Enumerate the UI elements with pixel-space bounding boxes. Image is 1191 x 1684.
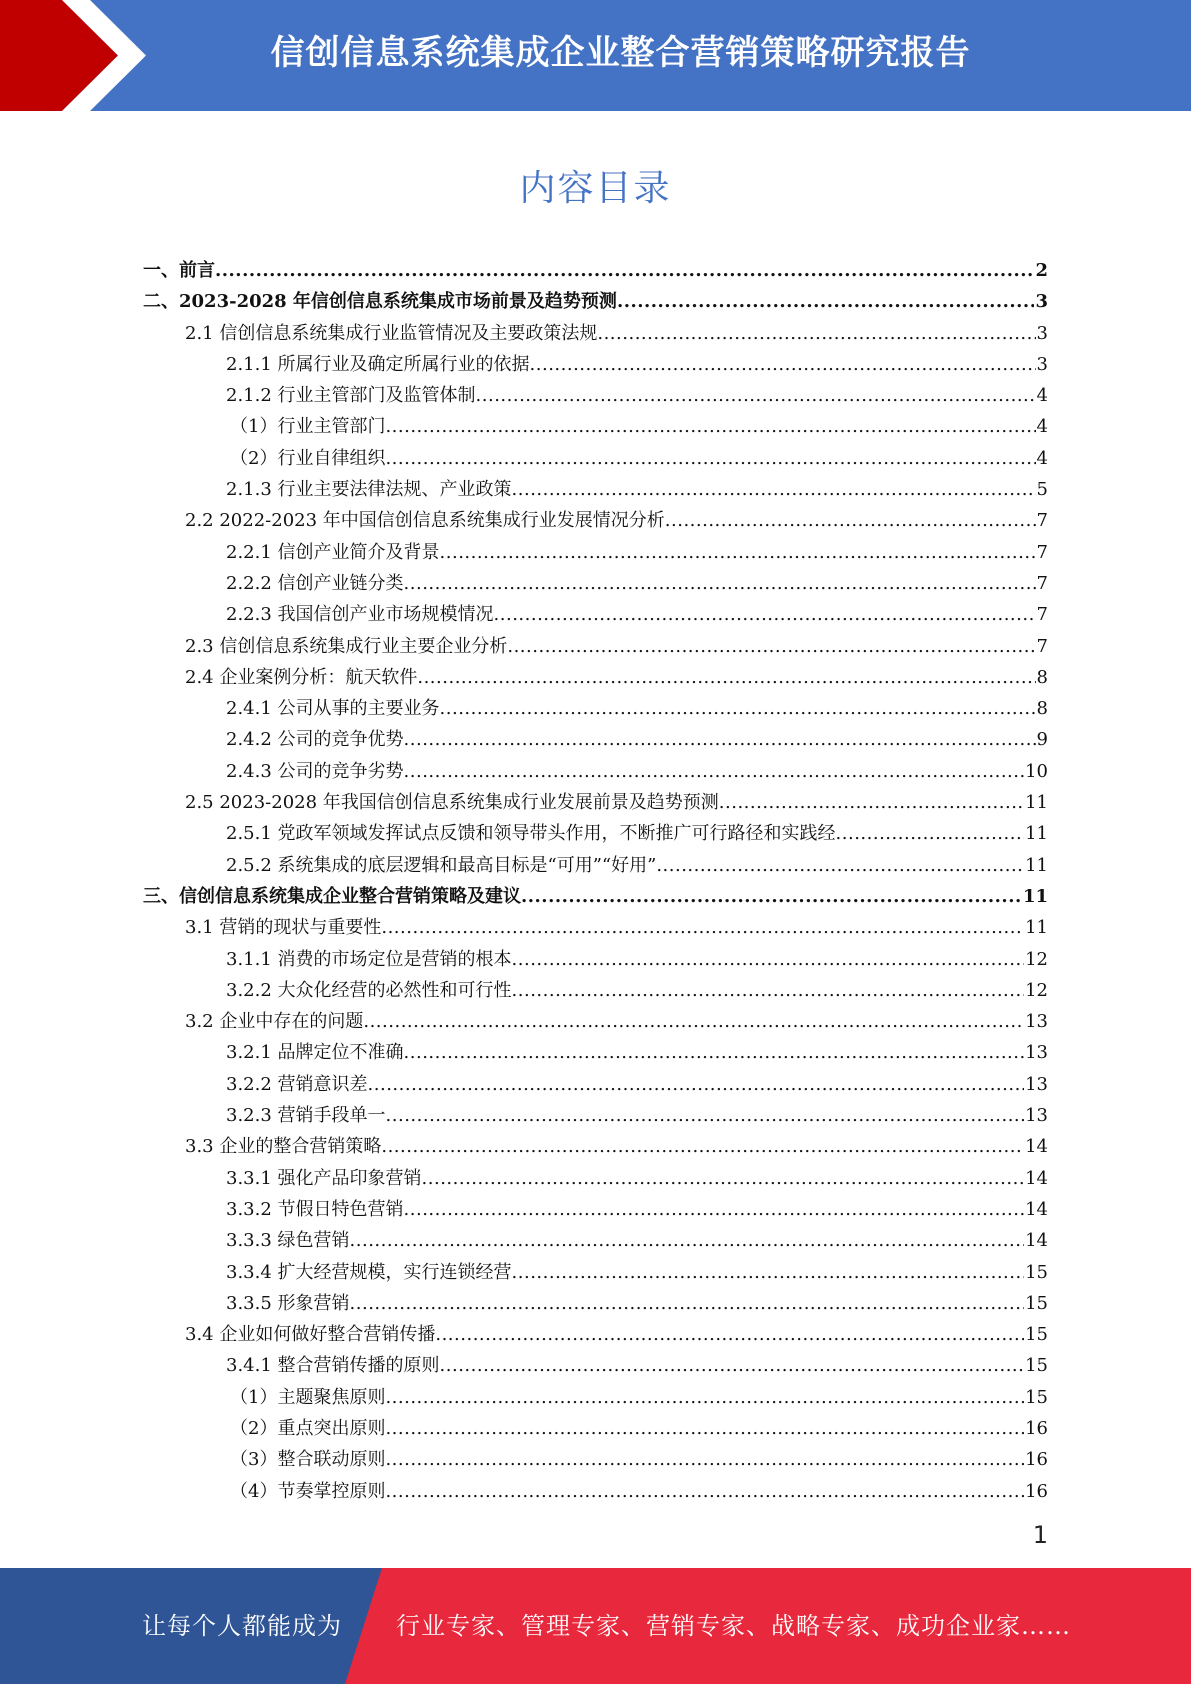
footer-slogan-left: 让每个人都能成为 xyxy=(142,1612,342,1640)
toc-entry[interactable] xyxy=(143,693,1048,724)
toc-entry-page-number: 15 xyxy=(1025,1324,1048,1346)
toc-leader-dots xyxy=(494,599,1036,630)
toc-entry[interactable] xyxy=(143,756,1048,787)
toc-leader-dots xyxy=(404,756,1025,787)
toc-entry-title: 2.4.3 公司的竞争劣势 xyxy=(226,760,404,782)
toc-entry-title: 2.2.1 信创产业简介及背景 xyxy=(226,541,440,563)
toc-leader-dots xyxy=(417,662,1035,693)
toc-leader-dots xyxy=(404,1037,1025,1068)
toc-entry[interactable] xyxy=(143,1069,1048,1100)
toc-entry-title: 一、前言 xyxy=(143,260,215,281)
toc-entry-page-number: 15 xyxy=(1025,1261,1048,1283)
toc-entry-title: 2.1.1 所属行业及确定所属行业的依据 xyxy=(226,353,530,375)
toc-entry[interactable] xyxy=(143,537,1048,568)
toc-entry-title: 3.2.3 营销手段单一 xyxy=(226,1105,386,1127)
toc-entry-page-number: 14 xyxy=(1025,1198,1048,1220)
toc-leader-dots xyxy=(381,912,1024,943)
toc-entry-title: 3.2.1 品牌定位不准确 xyxy=(226,1042,404,1064)
toc-entry[interactable] xyxy=(143,255,1048,286)
toc-leader-dots xyxy=(368,1069,1025,1100)
toc-entry-page-number: 12 xyxy=(1025,948,1048,970)
toc-entry-title: 3.4 企业如何做好整合营销传播 xyxy=(185,1324,436,1346)
toc-entry[interactable] xyxy=(143,568,1048,599)
toc-leader-dots xyxy=(404,1194,1025,1225)
toc-entry[interactable] xyxy=(143,380,1048,411)
toc-entry-title: 三、信创信息系统集成企业整合营销策略及建议 xyxy=(143,885,521,907)
toc-leader-dots xyxy=(385,1413,1024,1444)
toc-leader-dots xyxy=(440,537,1036,568)
toc-entry-page-number: 14 xyxy=(1025,1230,1048,1252)
toc-leader-dots xyxy=(404,724,1036,755)
toc-entry-title: 3.3 企业的整合营销策略 xyxy=(185,1136,382,1158)
toc-entry-title: 2.1.3 行业主要法律法规、产业政策 xyxy=(226,479,512,501)
toc-entry-title: （1）主题聚焦原则 xyxy=(230,1386,386,1408)
toc-entry-page-number: 4 xyxy=(1036,447,1048,469)
toc-entry-page-number: 12 xyxy=(1025,979,1048,1001)
toc-leader-dots xyxy=(435,1319,1024,1350)
toc-entry[interactable] xyxy=(143,1194,1048,1225)
toc-entry-title: 2.1 信创信息系统集成行业监管情况及主要政策法规 xyxy=(185,322,598,344)
toc-entry[interactable] xyxy=(143,349,1048,380)
toc-entry-title: 3.3.5 形象营销 xyxy=(226,1292,350,1314)
toc-entry[interactable] xyxy=(143,318,1048,349)
toc-leader-dots xyxy=(597,318,1035,349)
toc-entry-page-number: 11 xyxy=(1025,917,1048,939)
toc-leader-dots xyxy=(512,474,1036,505)
toc-entry-page-number: 2 xyxy=(1035,260,1048,281)
toc-leader-dots xyxy=(719,787,1024,818)
toc-entry[interactable] xyxy=(143,1225,1048,1256)
toc-entry-title: 2.4 企业案例分析：航天软件 xyxy=(185,666,418,688)
toc-entry[interactable] xyxy=(143,1350,1048,1381)
toc-entry-title: 2.5.1 党政军领域发挥试点反馈和领导带头作用，不断推广可行路径和实践经 xyxy=(226,823,836,845)
toc-entry-title: （2）重点突出原则 xyxy=(230,1417,386,1439)
toc-leader-dots xyxy=(381,1131,1024,1162)
toc-leader-dots xyxy=(512,1257,1025,1288)
toc-entry-title: 2.4.2 公司的竞争优势 xyxy=(226,729,404,751)
toc-leader-dots xyxy=(385,1444,1024,1475)
toc-entry-page-number: 15 xyxy=(1025,1386,1048,1408)
toc-entry-page-number: 11 xyxy=(1025,854,1048,876)
toc-entry-title: （4）节奏掌控原则 xyxy=(230,1480,386,1502)
toc-entry[interactable] xyxy=(143,944,1048,975)
toc-entry[interactable] xyxy=(143,505,1048,536)
toc-entry-page-number: 9 xyxy=(1036,729,1048,751)
toc-entry[interactable] xyxy=(143,411,1048,442)
toc-entry-title: 3.3.2 节假日特色营销 xyxy=(226,1198,404,1220)
toc-entry[interactable] xyxy=(143,912,1048,943)
toc-leader-dots xyxy=(440,693,1036,724)
toc-leader-dots xyxy=(521,881,1022,912)
toc-entry-page-number: 13 xyxy=(1025,1011,1048,1033)
toc-entry-title: 3.3.4 扩大经营规模，实行连锁经营 xyxy=(226,1261,512,1283)
toc-entry[interactable] xyxy=(143,1257,1048,1288)
toc-entry[interactable] xyxy=(143,1006,1048,1037)
toc-entry[interactable] xyxy=(143,975,1048,1006)
toc-entry[interactable] xyxy=(143,1163,1048,1194)
toc-entry[interactable] xyxy=(143,1037,1048,1068)
toc-entry-page-number: 15 xyxy=(1025,1355,1048,1377)
toc-leader-dots xyxy=(836,818,1025,849)
toc-leader-dots xyxy=(512,944,1025,975)
toc-entry-title: 3.3.1 强化产品印象营销 xyxy=(226,1167,422,1189)
toc-leader-dots xyxy=(385,443,1035,474)
toc-entry-title: 3.3.3 绿色营销 xyxy=(226,1230,350,1252)
toc-entry-page-number: 13 xyxy=(1025,1105,1048,1127)
footer-band xyxy=(0,1568,1191,1684)
toc-entry[interactable] xyxy=(143,881,1048,912)
toc-leader-dots xyxy=(507,631,1035,662)
table-of-contents xyxy=(143,255,1048,1507)
toc-entry[interactable] xyxy=(143,850,1048,881)
toc-leader-dots xyxy=(476,380,1036,411)
toc-leader-dots xyxy=(512,975,1025,1006)
page-number: 1 xyxy=(1032,1521,1048,1549)
header-band xyxy=(0,0,1191,111)
toc-entry-page-number: 16 xyxy=(1025,1449,1048,1471)
toc-entry-page-number: 5 xyxy=(1036,479,1048,501)
toc-entry-title: （3）整合联动原则 xyxy=(230,1449,386,1471)
toc-leader-dots xyxy=(350,1288,1025,1319)
toc-entry-title: （1）行业主管部门 xyxy=(230,416,386,438)
toc-entry-page-number: 3 xyxy=(1036,353,1048,375)
toc-entry[interactable] xyxy=(143,818,1048,849)
toc-leader-dots xyxy=(404,568,1036,599)
toc-entry[interactable] xyxy=(143,787,1048,818)
toc-entry[interactable] xyxy=(143,286,1048,317)
toc-entry-page-number: 14 xyxy=(1025,1136,1048,1158)
toc-leader-dots xyxy=(530,349,1036,380)
toc-entry-title: 二、2023-2028 年信创信息系统集成市场前景及趋势预测 xyxy=(143,291,617,313)
toc-entry[interactable] xyxy=(143,1382,1048,1413)
toc-entry-title: 2.2.3 我国信创产业市场规模情况 xyxy=(226,604,494,626)
toc-entry[interactable] xyxy=(143,1476,1048,1507)
toc-entry[interactable] xyxy=(143,1131,1048,1162)
toc-entry-page-number: 13 xyxy=(1025,1042,1048,1064)
toc-entry-title: 3.1 营销的现状与重要性 xyxy=(185,917,382,939)
toc-entry-page-number: 7 xyxy=(1036,635,1048,657)
toc-leader-dots xyxy=(350,1225,1025,1256)
toc-leader-dots xyxy=(385,1476,1024,1507)
toc-entry[interactable] xyxy=(143,443,1048,474)
header-title: 信创信息系统集成企业整合营销策略研究报告 xyxy=(270,33,971,73)
toc-leader-dots xyxy=(215,255,1034,286)
toc-entry-title: （2）行业自律组织 xyxy=(230,447,386,469)
toc-entry[interactable] xyxy=(143,599,1048,630)
toc-entry-title: 2.5.2 系统集成的底层逻辑和最高目标是“可用”“好用” xyxy=(226,854,657,876)
toc-leader-dots xyxy=(656,850,1024,881)
toc-entry-page-number: 15 xyxy=(1025,1292,1048,1314)
toc-entry-page-number: 13 xyxy=(1025,1073,1048,1095)
toc-leader-dots xyxy=(665,505,1036,536)
toc-entry-page-number: 11 xyxy=(1025,792,1048,814)
toc-entry-page-number: 4 xyxy=(1036,385,1048,407)
toc-entry-title: 2.2.2 信创产业链分类 xyxy=(226,572,404,594)
toc-entry-title: 3.1.1 消费的市场定位是营销的根本 xyxy=(226,948,512,970)
toc-leader-dots xyxy=(422,1163,1025,1194)
toc-entry-page-number: 8 xyxy=(1036,698,1048,720)
toc-entry-title: 2.4.1 公司从事的主要业务 xyxy=(226,698,440,720)
toc-entry[interactable] xyxy=(143,1100,1048,1131)
toc-entry-page-number: 10 xyxy=(1025,760,1048,782)
toc-entry-title: 3.2.2 大众化经营的必然性和可行性 xyxy=(226,979,512,1001)
toc-leader-dots xyxy=(386,1100,1025,1131)
toc-entry-title: 3.2.2 营销意识差 xyxy=(226,1073,368,1095)
toc-entry-title: 2.2 2022-2023 年中国信创信息系统集成行业发展情况分析 xyxy=(185,510,665,532)
toc-heading: 内容目录 xyxy=(519,168,672,209)
toc-entry-page-number: 16 xyxy=(1025,1417,1048,1439)
toc-entry[interactable] xyxy=(143,1319,1048,1350)
toc-entry-page-number: 11 xyxy=(1025,823,1048,845)
toc-leader-dots xyxy=(385,1382,1024,1413)
toc-entry-page-number: 7 xyxy=(1036,541,1048,563)
toc-entry-title: 3.2 企业中存在的问题 xyxy=(185,1011,364,1033)
toc-entry[interactable] xyxy=(143,662,1048,693)
footer-slogan-right: 行业专家、管理专家、营销专家、战略专家、成功企业家…… xyxy=(396,1612,1071,1640)
toc-leader-dots xyxy=(617,286,1035,317)
toc-entry-page-number: 14 xyxy=(1025,1167,1048,1189)
toc-entry-page-number: 7 xyxy=(1036,572,1048,594)
toc-entry-title: 3.4.1 整合营销传播的原则 xyxy=(226,1355,440,1377)
toc-entry[interactable] xyxy=(143,474,1048,505)
toc-entry-page-number: 4 xyxy=(1036,416,1048,438)
toc-entry[interactable] xyxy=(143,1444,1048,1475)
toc-entry[interactable] xyxy=(143,631,1048,662)
toc-entry[interactable] xyxy=(143,1413,1048,1444)
toc-leader-dots xyxy=(385,411,1035,442)
toc-leader-dots xyxy=(440,1350,1025,1381)
toc-leader-dots xyxy=(363,1006,1024,1037)
toc-entry-title: 2.5 2023-2028 年我国信创信息系统集成行业发展前景及趋势预测 xyxy=(185,792,719,814)
toc-entry-page-number: 3 xyxy=(1036,322,1048,344)
toc-entry-title: 2.3 信创信息系统集成行业主要企业分析 xyxy=(185,635,508,657)
toc-entry[interactable] xyxy=(143,1288,1048,1319)
toc-entry-title: 2.1.2 行业主管部门及监管体制 xyxy=(226,385,476,407)
toc-entry-page-number: 8 xyxy=(1036,666,1048,688)
toc-entry-page-number: 7 xyxy=(1036,604,1048,626)
toc-entry[interactable] xyxy=(143,724,1048,755)
toc-entry-page-number: 3 xyxy=(1035,291,1048,313)
toc-entry-page-number: 16 xyxy=(1025,1480,1048,1502)
toc-entry-page-number: 11 xyxy=(1022,885,1048,907)
toc-entry-page-number: 7 xyxy=(1036,510,1048,532)
